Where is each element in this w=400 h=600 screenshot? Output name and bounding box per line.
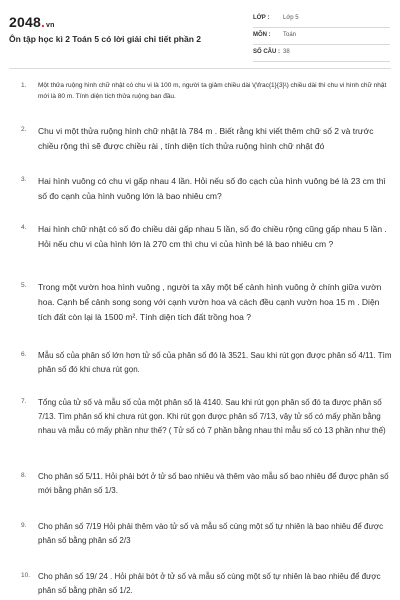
- question-text: Cho phân số 5/11. Hỏi phải bớt ở tử số bao nhiêu và thêm vào mẫu số bao nhiêu để được phân số mới bằng phân số 1/3.: [38, 472, 389, 495]
- meta-label: LỚP :: [253, 15, 270, 21]
- question-number: 8.: [21, 472, 27, 479]
- meta-label: SỐ CÂU :: [253, 49, 280, 55]
- question-number: 1.: [21, 82, 27, 89]
- document-title: Ôn tập học kì 2 Toán 5 có lời giải chi tiết phần 2: [9, 34, 201, 44]
- meta-value: Toán: [283, 32, 297, 38]
- question-text: Cho phân số 19/ 24 . Hỏi phải bớt ở tử số và mẫu số cùng một số tự nhiên là bao nhiêu để được phân số bằng phân số 1/2.: [38, 572, 381, 595]
- meta-value: 38: [283, 49, 290, 55]
- question-number: 3.: [21, 176, 27, 183]
- header-divider: [9, 68, 391, 69]
- question-text: Một thửa ruộng hình chữ nhật có chu vi là 100 m, người ta giảm chiều dài \(\frac{1}{3}\) chiều dài thì chu vi hình chữ nhật mới là 80 m. Tính diện tích thửa ruộng ban đầu.: [38, 82, 387, 100]
- meta-row-question-count: [253, 45, 390, 62]
- question-text: Tổng của tử số và mẫu số của một phân số là 4140. Sau khi rút gọn phân số đó ta được phân số 7/13. Tìm phân số khi chưa rút gọn. Khi rút gọn được phân số 7/13, vậy tử số có mấy phần bằng nhau và mẫu có mấy phần như thế? ( Tử số có 7 phần bằng nhau thì mẫu số có 13 phần như thế): [38, 398, 386, 435]
- question-text: Mẫu số của phân số lớn hơn tử số của phân số đó là 3521. Sau khi rút gọn được phân số 4/11. Tìm phân số đó khi chưa rút gọn.: [38, 351, 392, 374]
- question-text: Trong một vườn hoa hình vuông , người ta xây một bể cảnh hình vuông ở chính giữa vườn hoa. Cạnh bể cảnh song song với cạnh vườn hoa và cách đều cạnh vườn hoa 15 m . Diện tích đất còn lại là 1500 m². Tính diện tích đất trồng hoa ?: [38, 282, 382, 322]
- question-number: 2.: [21, 126, 27, 133]
- question-number: 4.: [21, 224, 27, 231]
- question-text: Cho phân số 7/19 Hỏi phải thêm vào tử số và mẫu số cùng một số tự nhiên là bao nhiêu để được phân số bằng phân số 2/3: [38, 522, 384, 545]
- question-text: Chu vi một thửa ruộng hình chữ nhật là 784 m . Biết rằng khi viết thêm chữ số 2 và trước chiều rộng thì sẽ được chiều rài , tính diện tích thửa ruộng hình chữ nhật đó: [38, 126, 374, 151]
- meta-info-table: [253, 11, 390, 62]
- meta-value: Lớp 5: [283, 15, 299, 21]
- logo-number: 2048: [9, 14, 41, 30]
- worksheet-header: [0, 0, 400, 70]
- question-number: 7.: [21, 398, 27, 405]
- logo-suffix: vn: [46, 22, 55, 29]
- question-number: 5.: [21, 282, 27, 289]
- question-number: 10.: [21, 572, 31, 579]
- question-text: Hai hình vuông có chu vi gấp nhau 4 lần. Hỏi nếu số đo cạch của hình vuông bé là 23 cm thì số đo cạnh của hình vuông lớn là bao nhiêu cm?: [38, 176, 386, 201]
- logo-dot: .: [40, 14, 46, 30]
- site-logo[interactable]: [9, 14, 55, 30]
- question-text: Hai hình chữ nhật có số đo chiều dài gấp nhau 5 lần, số đo chiều rộng cũng gấp nhau 5 lần . Hỏi nếu chu vi của hình lớn là 270 cm thì chu vi của hình bé là bao nhiêu cm ?: [38, 224, 387, 249]
- question-number: 9.: [21, 522, 27, 529]
- meta-label: MÔN :: [253, 32, 271, 38]
- question-number: 6.: [21, 351, 27, 358]
- meta-row-subject: [253, 28, 390, 45]
- meta-row-class: [253, 11, 390, 28]
